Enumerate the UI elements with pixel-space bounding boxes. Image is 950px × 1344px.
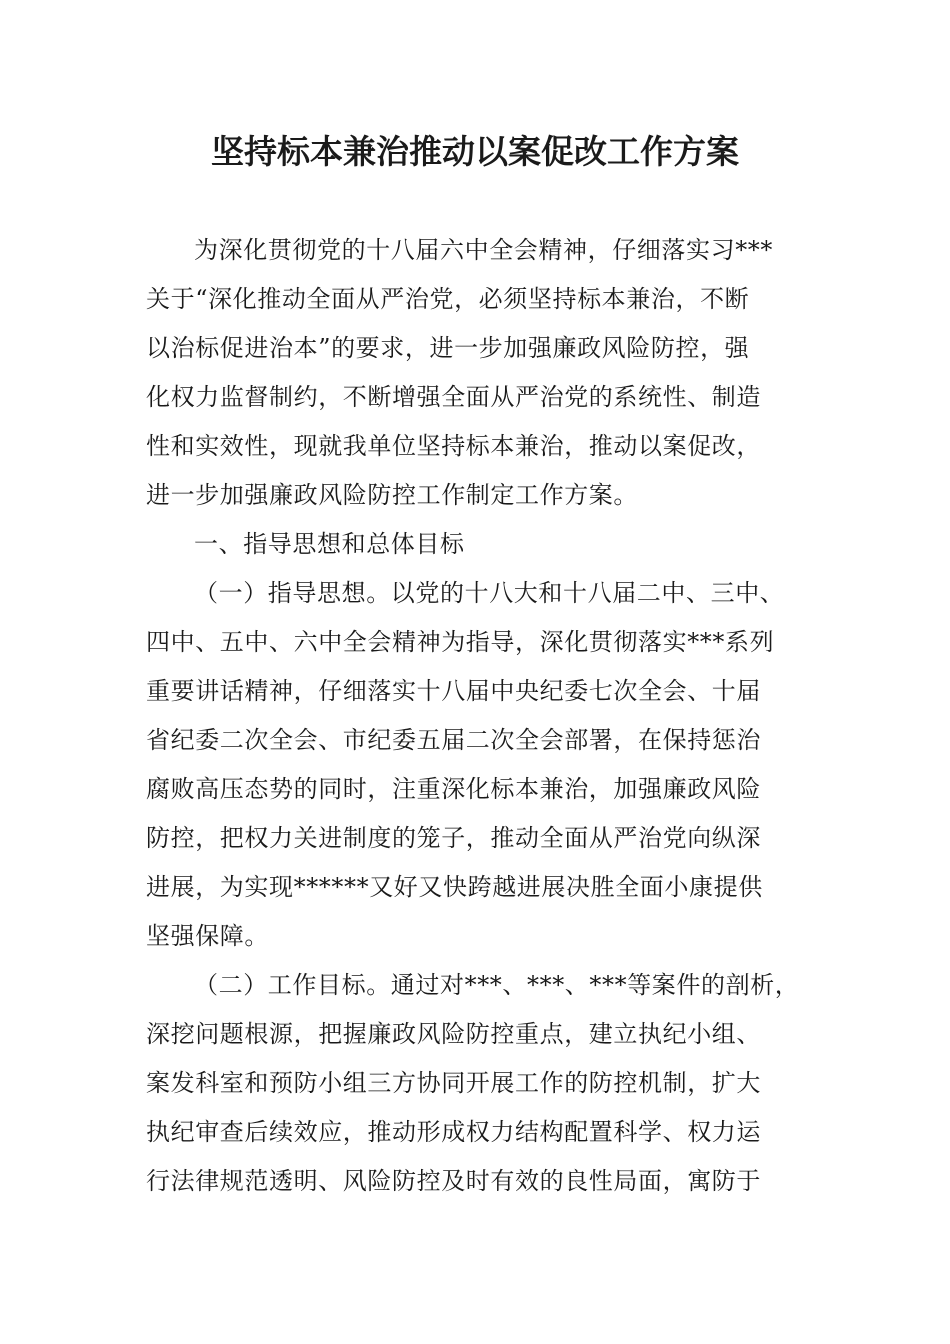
text-line: 防控，把权力关进制度的笼子，推动全面从严治党向纵深 xyxy=(146,824,761,852)
text-line: （二）工作目标。通过对***、***、***等案件的剖析， xyxy=(194,971,800,999)
text-line: 坚强保障。 xyxy=(146,922,269,950)
text-line: 重要讲话精神，仔细落实十八届中央纪委七次全会、十届 xyxy=(146,677,761,705)
text-line: 四中、五中、六中全会精神为指导，深化贯彻落实***系列 xyxy=(146,628,775,656)
text-line: 省纪委二次全会、市纪委五届二次全会部署，在保持惩治 xyxy=(146,726,761,754)
paragraph-intro xyxy=(146,226,818,520)
paragraph-guiding-thought xyxy=(146,569,818,961)
text-line: 以治标促进治本”的要求，进一步加强廉政风险防控，强 xyxy=(146,334,750,362)
section-heading-1 xyxy=(146,520,818,569)
text-line: （一）指导思想。以党的十八大和十八届二中、三中、 xyxy=(194,579,785,607)
document-title: 坚持标本兼治推动以案促改工作方案 xyxy=(211,132,739,171)
text-line: 关于“深化推动全面从严治党，必须坚持标本兼治，不断 xyxy=(146,285,750,313)
text-line: 案发科室和预防小组三方协同开展工作的防控机制，扩大 xyxy=(146,1069,761,1097)
text-line: 为深化贯彻党的十八届六中全会精神，仔细落实习*** xyxy=(194,236,773,264)
paragraph-work-goals xyxy=(146,961,818,1206)
text-line: 行法律规范透明、风险防控及时有效的良性局面，寓防于 xyxy=(146,1167,761,1195)
text-line: 深挖问题根源，把握廉政风险防控重点，建立执纪小组、 xyxy=(146,1020,761,1048)
text-line: 进展，为实现******又好又快跨越进展决胜全面小康提供 xyxy=(146,873,763,901)
text-line: 性和实效性，现就我单位坚持标本兼治，推动以案促改， xyxy=(146,432,761,460)
text-line: 一、指导思想和总体目标 xyxy=(194,530,465,558)
text-line: 化权力监督制约，不断增强全面从严治党的系统性、制造 xyxy=(146,383,761,411)
text-line: 执纪审查后续效应，推动形成权力结构配置科学、权力运 xyxy=(146,1118,761,1146)
text-line: 进一步加强廉政风险防控工作制定工作方案。 xyxy=(146,481,638,509)
document-body xyxy=(146,226,818,1206)
text-line: 腐败高压态势的同时，注重深化标本兼治，加强廉政风险 xyxy=(146,775,761,803)
